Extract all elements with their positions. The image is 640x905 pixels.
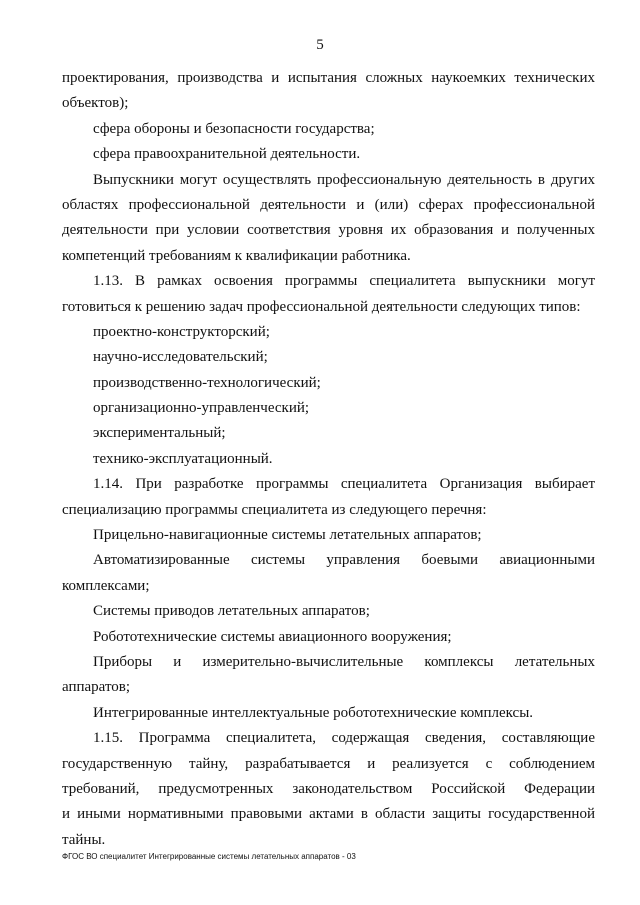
text-line: Робототехнические системы авиационного вооружения; [93, 628, 452, 645]
text-line: государственную тайну, разрабатывается и реализуется с соблюдением [62, 755, 595, 772]
document-body [62, 66, 595, 853]
text-line: производственно-технологический; [93, 374, 321, 391]
text-line: требований, предусмотренных законодательством Российской Федерации [62, 780, 595, 797]
text-line: готовиться к решению задач профессиональной деятельности следующих типов: [62, 298, 581, 315]
text-line: экспериментальный; [93, 425, 226, 442]
text-line: Приборы и измерительно-вычислительные комплексы летательных [93, 653, 595, 670]
text-line: 1.13. В рамках освоения программы специалитета выпускники могут [93, 273, 595, 290]
text-line: проектно-конструкторский; [93, 323, 270, 340]
text-line: объектов); [62, 95, 129, 112]
text-line: комплексами; [62, 577, 150, 594]
text-line: Прицельно-навигационные системы летательных аппаратов; [93, 527, 482, 544]
text-line: аппаратов; [62, 679, 131, 696]
page-footer: ФГОС ВО специалитет Интегрированные системы летательных аппаратов - 03 [62, 852, 356, 861]
text-line: научно-исследовательский; [93, 349, 268, 366]
text-line: специализацию программы специалитета из следующего перечня: [62, 501, 487, 518]
text-line: областях профессиональной деятельности и (или) сферах профессиональной [62, 196, 595, 213]
text-line: компетенций требованиям к квалификации работника. [62, 247, 411, 264]
text-line: тайны. [62, 831, 106, 848]
page-number: 5 [316, 37, 324, 53]
text-line: сфера правоохранительной деятельности. [93, 146, 361, 163]
text-line: технико-эксплуатационный. [93, 450, 273, 467]
text-line: Системы приводов летательных аппаратов; [93, 603, 370, 620]
text-line: деятельности при условии соответствия уровня их образования и полученных [62, 222, 595, 239]
text-line: Интегрированные интеллектуальные робототехнические комплексы. [93, 704, 534, 721]
text-line: 1.15. Программа специалитета, содержащая сведения, составляющие [93, 730, 595, 747]
text-line: Выпускники могут осуществлять профессиональную деятельность в других [93, 171, 595, 188]
text-line: проектирования, производства и испытания сложных наукоемких технических [62, 70, 595, 86]
text-line: Автоматизированные системы управления боевыми авиационными [93, 552, 595, 569]
text-line: 1.14. При разработке программы специалитета Организация выбирает [93, 476, 595, 493]
text-line: и иными нормативными правовыми актами в области защиты государственной [62, 806, 595, 823]
text-line: организационно-управленческий; [93, 400, 310, 417]
text-line: сфера обороны и безопасности государства; [93, 120, 375, 137]
